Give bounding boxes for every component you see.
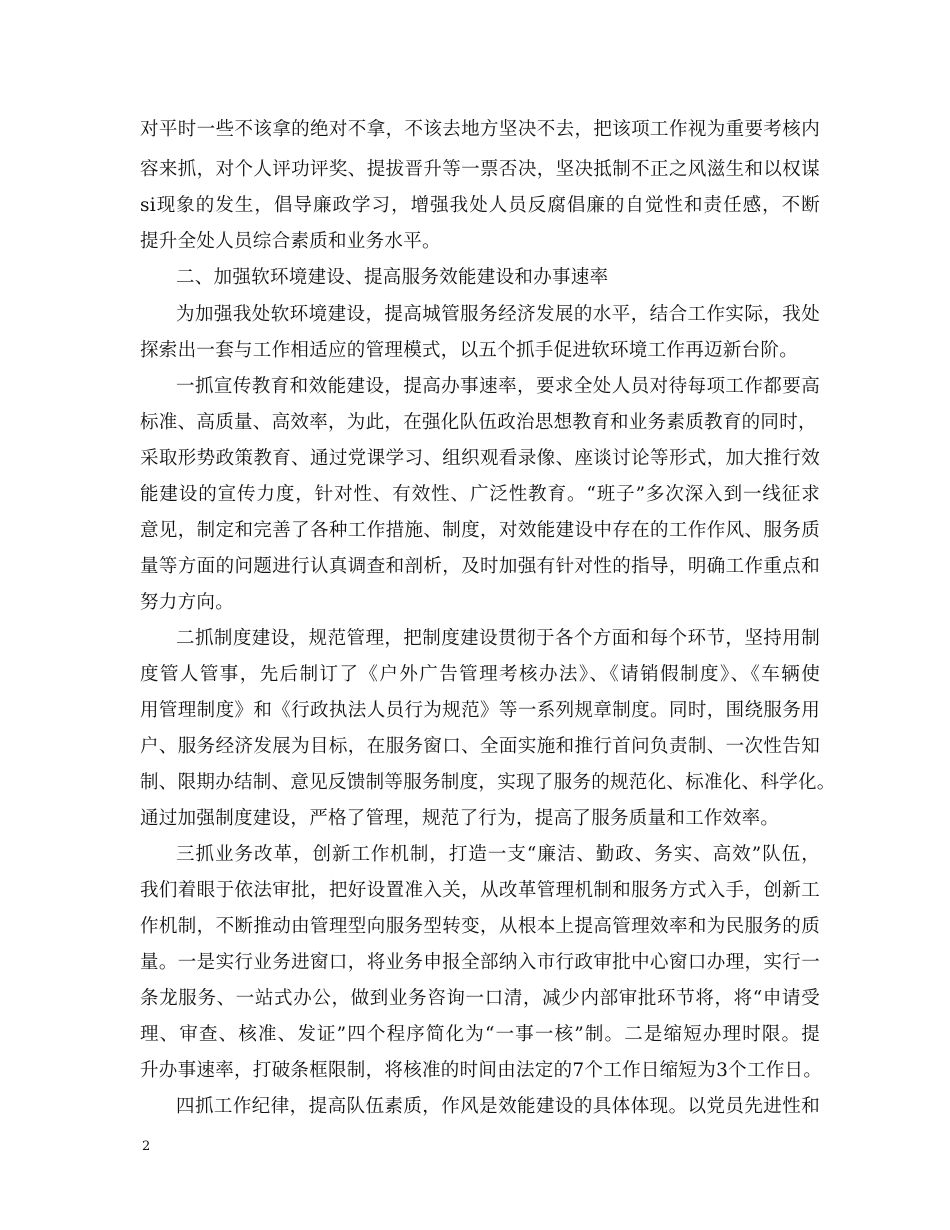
text-line: 制、限期办结制、意见反馈制等服务制度，实现了服务的规范化、标准化、科学化。: [140, 772, 836, 793]
text-line: 四抓工作纪律，提高队伍素质，作风是效能建设的具体体现。以党员先进性和: [176, 1096, 820, 1117]
text-line: 二抓制度建设，规范管理，把制度建设贯彻于各个方面和每个环节，坚持用制: [176, 628, 820, 649]
text-line: 容来抓，对个人评功评奖、提拔晋升等一票否决，坚决抵制不正之风滋生和以权谋: [140, 159, 820, 180]
text-line: 我们着眼于依法审批，把好设置准入关，从改革管理机制和服务方式入手，创新工: [140, 880, 820, 901]
text-line: 作机制，不断推动由管理型向服务型转变，从根本上提高管理效率和为民服务的质: [140, 916, 820, 937]
text-line: 意见，制定和完善了各种工作措施、制度，对效能建设中存在的工作作风、服务质: [140, 520, 820, 541]
text-line: 提升全处人员综合素质和业务水平。: [140, 231, 441, 252]
text-line: 能建设的宣传力度，针对性、有效性、广泛性教育。“班子”多次深入到一线征求: [140, 484, 820, 505]
text-line: 探索出一套与工作相适应的管理模式，以五个抓手促进软环境工作再迈新台阶。: [140, 340, 799, 361]
text-line: 三抓业务改革，创新工作机制，打造一支“廉洁、勤政、务实、高效”队伍，: [176, 844, 820, 865]
text-line: 理、审查、核准、发证”四个程序简化为“一事一核”制。二是缩短办理时限。提: [140, 1024, 820, 1045]
text-line: si现象的发生，倡导廉政学习，增强我处人员反腐倡廉的自觉性和责任感，不断: [140, 195, 820, 216]
text-line: 条龙服务、一站式办公，做到业务咨询一口清，减少内部审批环节将，将“申请受: [140, 988, 820, 1009]
text-line: 户、服务经济发展为目标，在服务窗口、全面实施和推行首问负责制、一次性告知: [140, 736, 820, 757]
text-line: 升办事速率，打破条框限制，将核准的时间由法定的7个工作日缩短为3个工作日。: [140, 1060, 823, 1081]
section-heading: 二、加强软环境建设、提高服务效能建设和办事速率: [176, 267, 609, 288]
text-line: 一抓宣传教育和效能建设，提高办事速率，要求全处人员对待每项工作都要高: [176, 376, 820, 397]
text-line: 量等方面的问题进行认真调查和剖析，及时加强有针对性的指导，明确工作重点和: [140, 556, 820, 577]
text-line: 量。一是实行业务进窗口，将业务申报全部纳入市行政审批中心窗口办理，实行一: [140, 952, 820, 973]
text-line: 对平时一些不该拿的绝对不拿，不该去地方坚决不去，把该项工作视为重要考核内: [140, 119, 820, 140]
text-line: 标准、高质量、高效率，为此，在强化队伍政治思想教育和业务素质教育的同时，: [140, 412, 817, 433]
text-line: 采取形势政策教育、通过党课学习、组织观看录像、座谈讨论等形式，加大推行效: [140, 448, 820, 469]
text-line: 通过加强制度建设，严格了管理，规范了行为，提高了服务质量和工作效率。: [140, 808, 780, 829]
text-line: 努力方向。: [140, 592, 235, 613]
page-number: 2: [142, 1139, 151, 1154]
text-line: 度管人管事，先后制订了《户外广告管理考核办法》、《请销假制度》、《车辆使: [140, 664, 820, 685]
text-line: 为加强我处软环境建设，提高城管服务经济发展的水平，结合工作实际，我处: [176, 304, 820, 325]
text-line: 用管理制度》和《行政执法人员行为规范》等一系列规章制度。同时，围绕服务用: [140, 700, 820, 721]
